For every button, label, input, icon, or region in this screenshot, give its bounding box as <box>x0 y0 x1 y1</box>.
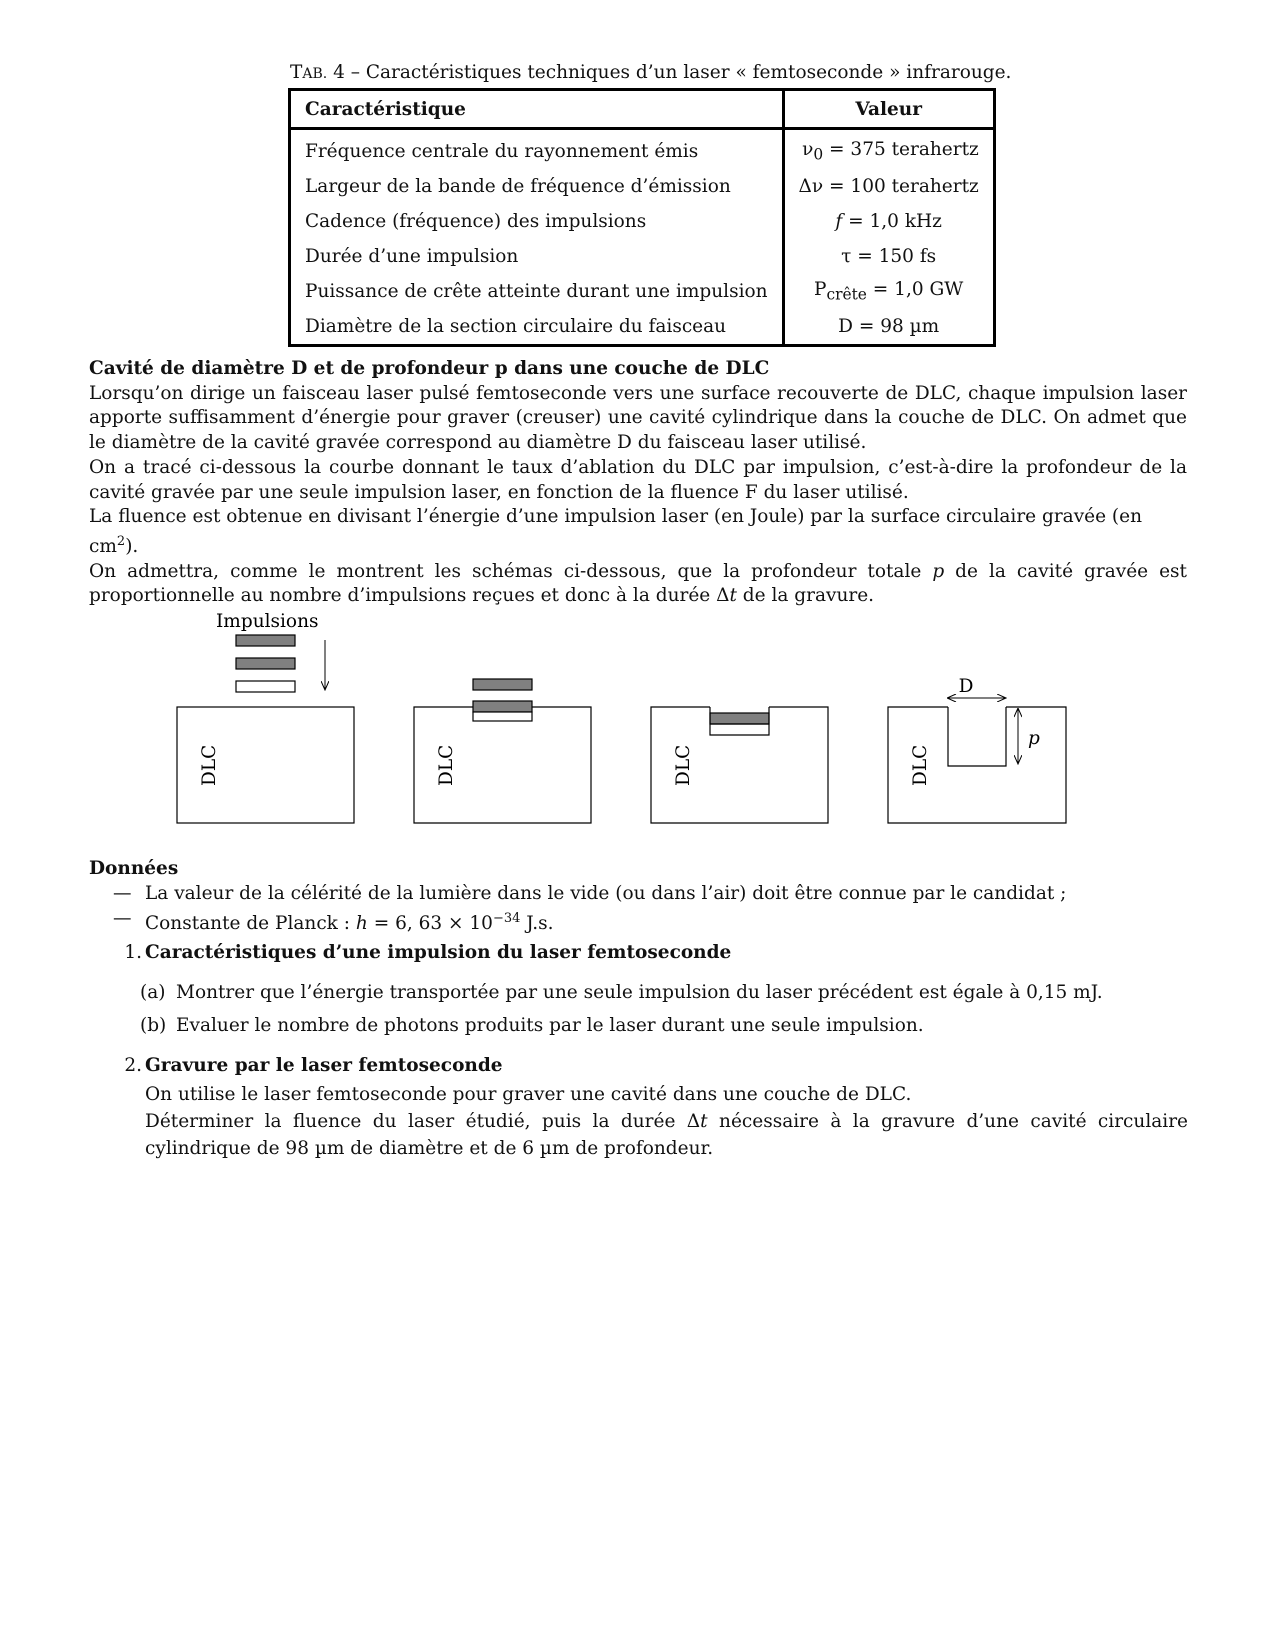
row-label: Puissance de crête atteinte durant une impulsion <box>290 274 784 309</box>
question-number: 2. <box>124 1055 142 1076</box>
question-title: Gravure par le laser femtoseconde <box>145 1055 503 1076</box>
caption-prefix-rest: AB. <box>302 66 328 82</box>
paragraph-3: La fluence est obtenue en divisant l’énergie d’une impulsion laser (en Joule) par la surface circulaire gravée (en $cm^2$). <box>89 506 1143 558</box>
caption-text: 4 – Caractéristiques techniques d’un laser « femtoseconde » infrarouge. <box>327 62 1012 83</box>
table-row <box>290 239 995 274</box>
spec-table <box>288 88 996 347</box>
pulse-bar <box>236 635 295 646</box>
question-title: Caractéristiques d’une impulsion du laser femtoseconde <box>145 942 732 963</box>
cavity-diagram <box>0 600 1275 830</box>
pulse-bar <box>710 713 769 724</box>
dlc-label: DLC <box>436 744 457 786</box>
table-row <box>290 204 995 239</box>
cavity <box>473 712 532 721</box>
sub-question: (b) Evaluer le nombre de photons produits par le laser durant une seule impulsion. <box>140 1015 924 1036</box>
header-caracteristique: Caractéristique <box>290 90 784 129</box>
list-item: — La valeur de la célérité de la lumière dans le vide (ou dans l’air) doit être connue par le candidat ; <box>113 883 1067 904</box>
section-text <box>89 357 1187 609</box>
pulse-bar <box>473 679 532 690</box>
header-valeur: Valeur <box>783 90 994 129</box>
row-label: Cadence (fréquence) des impulsions <box>290 204 784 239</box>
sub-question: (a) Montrer que l’énergie transportée par une seule impulsion du laser précédent est égale à 0,15 mJ. <box>140 982 1103 1003</box>
table-row <box>290 129 995 170</box>
pulse-bar <box>236 658 295 669</box>
table-row <box>290 309 995 346</box>
paragraph-1: Lorsqu’on dirige un faisceau laser pulsé femtoseconde vers une surface recouverte de DLC, chaque impulsion laser apporte suffisamment d’énergie pour graver (creuser) une cavité cylindrique dans la couche de DLC. On admet que le diamètre de la cavité gravée correspond au diamètre D du faisceau laser utilisé. <box>89 382 1187 454</box>
row-value: τ = 150 fs <box>841 246 937 267</box>
row-value: D = 98 µm <box>838 316 940 337</box>
table-caption <box>290 62 1012 83</box>
question-number: 1. <box>124 942 142 963</box>
d-label: D <box>958 676 974 697</box>
cavity <box>948 707 1006 766</box>
row-label: Durée d’une impulsion <box>290 239 784 274</box>
table-row <box>290 274 995 309</box>
row-label: Largeur de la bande de fréquence d’émission <box>290 169 784 204</box>
row-label: Diamètre de la section circulaire du faisceau <box>290 309 784 346</box>
donnees-title: Données <box>89 858 179 879</box>
dlc-label: DLC <box>910 744 931 786</box>
row-label: Fréquence centrale du rayonnement émis <box>290 129 784 170</box>
table-row <box>290 169 995 204</box>
caption-prefix-initial: T <box>290 62 303 83</box>
p-label: p <box>1028 728 1040 749</box>
pulse-bar <box>236 681 295 692</box>
row-value: $\nu_0 = 375$ terahertz <box>802 139 979 164</box>
impulsions-label: Impulsions <box>216 611 319 632</box>
pulse-bar <box>473 701 532 712</box>
row-value: $P_{crête} = 1,0$ GW <box>814 279 964 304</box>
list-item: — Constante de Planck : h = 6, $63 \times 10^{-34}$ J.s. <box>113 907 554 934</box>
paragraph-2: On a tracé ci-dessous la courbe donnant le taux d’ablation du DLC par impulsion, c’est-à-dire la profondeur de la cavité gravée par une seule impulsion laser, en fonction de la fluence F du laser utilisé. <box>89 456 1187 503</box>
dlc-label: DLC <box>673 744 694 786</box>
dlc-label: DLC <box>199 744 220 786</box>
section-title: Cavité de diamètre D et de profondeur p dans une couche de DLC <box>89 358 770 379</box>
paragraph-4: On admettra, comme le montrent les schémas ci-dessous, que la profondeur totale p de la cavité gravée est proportionnelle au nombre d’impulsions reçues et donc à la durée Δt de la gravure. <box>89 560 1187 607</box>
question-text: On utilise le laser femtoseconde pour graver une cavité dans une couche de DLC. Déterminer la fluence du laser étudié, puis la durée Δt nécessaire à la gravure d’une cavité circulaire cylindrique de 98 µm de diamètre et de 6 µm de profondeur. <box>145 1084 1188 1159</box>
row-value: f = 1,0 kHz <box>835 211 942 232</box>
table-header-row <box>290 90 995 129</box>
row-value: Δν = 100 terahertz <box>798 176 979 197</box>
donnees-list <box>113 882 1183 937</box>
